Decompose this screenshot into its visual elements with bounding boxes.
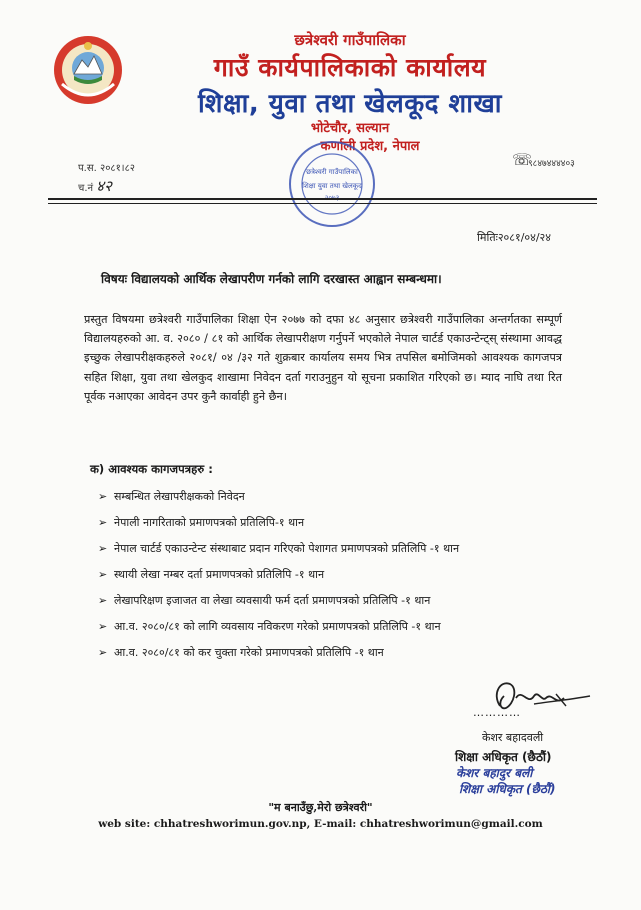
signatory-stamp-title: शिक्षा अधिकृत (छैठौं) — [459, 782, 556, 796]
dispatch-value: ४२ — [96, 177, 112, 195]
signatory-name: केशर बहादवली — [482, 731, 544, 744]
header-divider-thin — [48, 203, 597, 204]
letter-subject: विषयः विद्यालयको आर्थिक लेखापरीण गर्नको लागि दरखास्त आह्वान सम्बन्धमा। — [101, 272, 442, 286]
requirement-text: लेखापरिक्षण इजाजत वा लेखा व्यवसायी फर्म दर्ता प्रमाणपत्रको प्रतिलिपि -१ थान — [114, 594, 431, 607]
arrow-bullet-icon: ➢ — [98, 620, 108, 633]
office-address: भोटेचौर, सल्यान — [310, 121, 390, 136]
signature-line: ………… — [473, 706, 521, 719]
dispatch-label: च.नं — [78, 183, 94, 194]
arrow-bullet-icon: ➢ — [98, 646, 108, 659]
list-item — [98, 588, 459, 614]
signatory-stamp-name: केशर बहादुर बली — [456, 766, 533, 780]
list-item — [98, 562, 459, 588]
list-item — [98, 510, 459, 536]
ref-value: २०८१।८२ — [100, 163, 135, 174]
province-name: कर्णाली प्रदेश, नेपाल — [320, 139, 420, 154]
arrow-bullet-icon: ➢ — [98, 568, 108, 581]
section-name: शिक्षा, युवा तथा खेलकूद शाखा — [198, 89, 502, 119]
stamp-text-bottom: शिक्षा युवा तथा खेलकूद — [302, 182, 362, 190]
requirement-text: आ.व. २०८०/८१ को कर चुक्ता गरेको प्रमाणपत्रको प्रतिलिपि -१ थान — [114, 646, 384, 659]
municipality-name: छत्रेश्वरी गाउँपालिका — [294, 31, 406, 49]
letter-body: प्रस्तुत विषयमा छत्रेश्वरी गाउँपालिका शिक्षा ऐन २०७७ को दफा ४८ अनुसार छत्रेश्वरी गाउँपालिका अन्तर्गतका सम्पूर्ण विद्यालयहरुको आ. व. २०८० / ८१ को आर्थिक लेखापरीक्षण गर्नुपर्ने भएकोले नेपाल चार्टर्ड एकाउन्टेन्ट्स् संस्थामा आवद्ध इच्छुक लेखापरीक्षकहरुले २०८१/ ०४ /३२ गते शुक्रबार कार्यालय समय भित्र तपसिल बमोजिमको आवश्यक कागजपत्र सहित शिक्षा, युवा तथा खेलकुद शाखामा निवेदन दर्ता गराउनुहुन यो सूचना प्रकाशित गरिएको छ। म्याद नाघि तथा रित पूर्वक नआएका आवेदन उपर कुनै कार्वाही हुने छैन। — [84, 313, 562, 403]
dispatch-number — [78, 176, 112, 196]
letter-ref-number — [78, 160, 135, 174]
office-stamp — [286, 138, 378, 230]
ref-label: प.स. — [78, 163, 97, 174]
nepal-government-emblem-icon — [52, 34, 124, 106]
requirement-text: स्थायी लेखा नम्बर दर्ता प्रमाणपत्रको प्रतिलिपि -१ थान — [114, 568, 325, 581]
arrow-bullet-icon: ➢ — [98, 542, 108, 555]
stamp-text-top: छत्रेश्वरी गाउँपालिका — [306, 168, 358, 176]
arrow-bullet-icon: ➢ — [98, 490, 108, 503]
signatory-title: शिक्षा अधिकृत (छैठौं) — [455, 750, 552, 764]
list-item — [98, 484, 459, 510]
arrow-bullet-icon: ➢ — [98, 594, 108, 607]
stamp-year: २०७३ — [324, 194, 340, 202]
requirement-text: आ.व. २०८०/८१ को लागि व्यवसाय नविकरण गरेको प्रमाणपत्रको प्रतिलिपि -१ थान — [114, 620, 441, 633]
arrow-bullet-icon: ➢ — [98, 516, 108, 529]
requirements-title: क) आवश्यक कागजपत्रहरु : — [90, 462, 213, 476]
office-name: गाउँ कार्यपालिकाको कार्यालय — [213, 53, 487, 82]
list-item — [98, 640, 459, 666]
phone-number: ९८४७४४४४०३ — [528, 159, 575, 169]
header-divider — [48, 198, 597, 200]
requirement-text: नेपाली नागरिताको प्रमाणपत्रको प्रतिलिपि-१ थान — [114, 516, 305, 529]
letter-date: मितिः२०८१/०४/२४ — [477, 231, 551, 244]
requirement-text: नेपाल चार्टर्ड एकाउन्टेन्ट संस्थाबाट प्रदान गरिएको पेशागत प्रमाणपत्रको प्रतिलिपि -१ थान — [114, 542, 460, 555]
footer-contact: web site: chhatreshworimun.gov.np, E-mail: chhatreshworimun@gmail.com — [98, 818, 543, 830]
footer-slogan: "म बनाउँछु,मेरो छत्रेश्वरी" — [268, 801, 373, 814]
list-item — [98, 536, 459, 562]
phone-icon: ☏ — [512, 150, 533, 169]
requirement-text: सम्बन्धित लेखापरीक्षकको निवेदन — [114, 490, 245, 503]
list-item — [98, 614, 459, 640]
requirements-list — [98, 484, 459, 666]
